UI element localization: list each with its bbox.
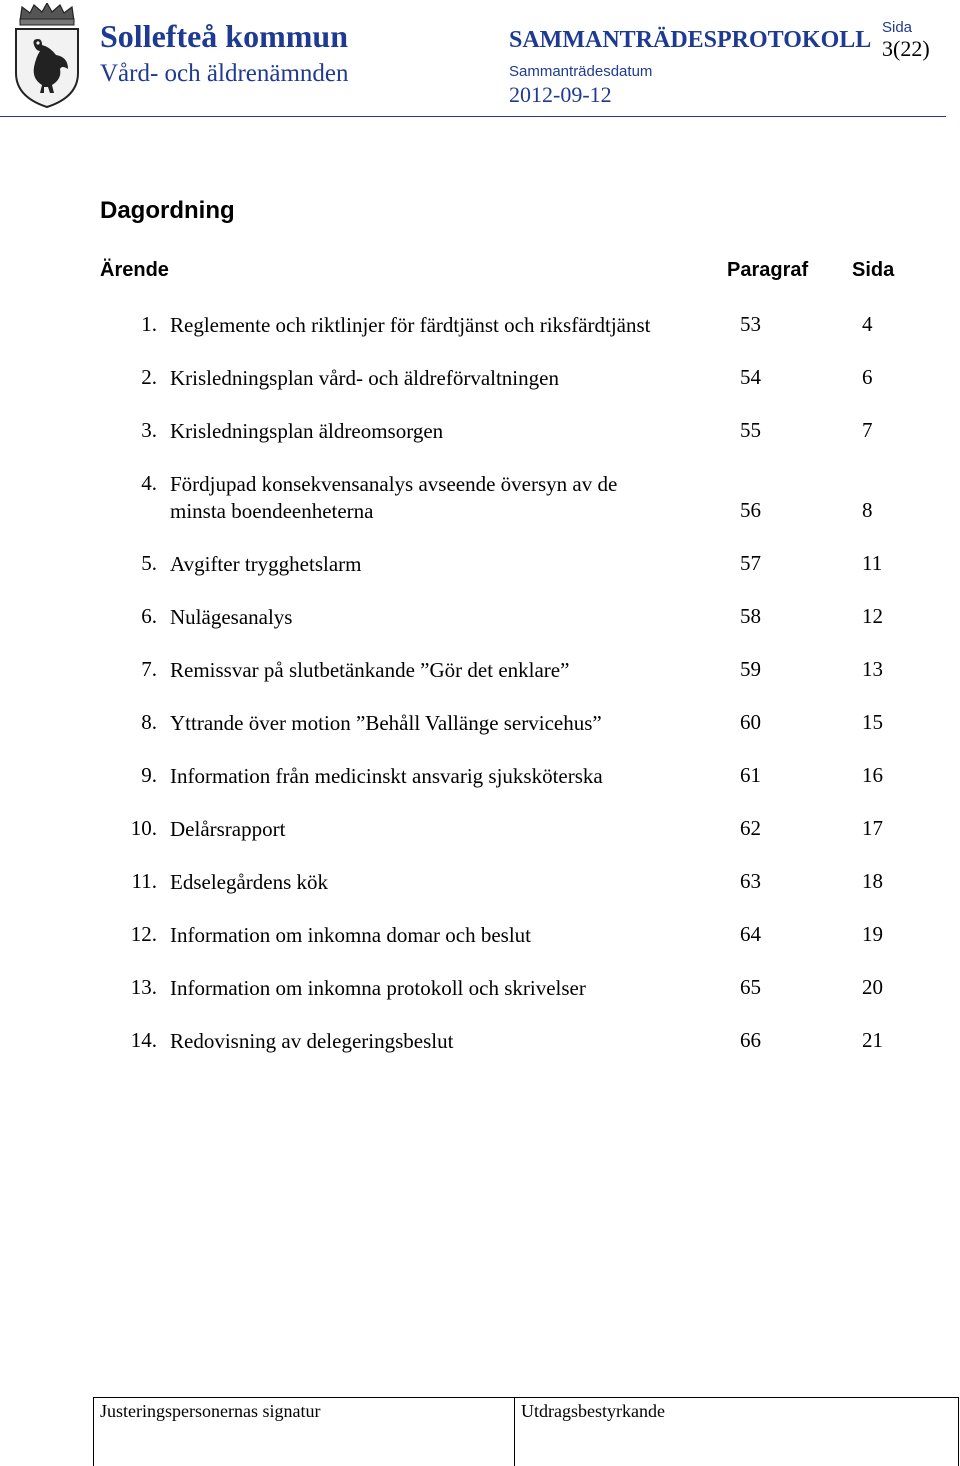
agenda-item-paragraph: 66 [740, 1028, 761, 1052]
agenda-item-page: 21 [862, 1028, 883, 1052]
agenda-item-title: Information om inkomna protokoll och skrivelser [170, 976, 586, 1000]
page-number: 3(22) [882, 36, 930, 61]
agenda-item-page: 18 [862, 869, 883, 893]
agenda-item-paragraph: 61 [740, 763, 761, 787]
agenda-item-number: 10. [130, 816, 157, 840]
agenda-item-paragraph: 60 [740, 710, 761, 734]
agenda-item-number: 2. [141, 365, 157, 389]
agenda-item-page: 8 [862, 498, 873, 522]
column-header-page: Sida [852, 259, 895, 281]
agenda-item-title: Fördjupad konsekvensanalys avseende översyn av de [170, 472, 618, 496]
agenda-item-number: 14. [130, 1028, 157, 1052]
agenda-item-number: 3. [141, 418, 157, 442]
agenda-item-page: 12 [862, 604, 883, 628]
agenda-item-paragraph: 64 [740, 922, 761, 946]
page-label: Sida [882, 19, 913, 36]
agenda-item-number: 12. [130, 922, 157, 946]
agenda-item-page: 16 [862, 763, 883, 787]
signature-label: Justeringspersonernas signatur [100, 1401, 321, 1421]
agenda-item-page: 7 [862, 418, 873, 442]
agenda-item-title: Avgifter trygghetslarm [170, 552, 362, 576]
agenda-item-page: 17 [862, 816, 883, 840]
department-name: Vård- och äldrenämnden [100, 60, 349, 87]
agenda-item-paragraph: 56 [740, 498, 761, 522]
agenda-item-paragraph: 58 [740, 604, 761, 628]
column-header-item: Ärende [100, 259, 169, 281]
agenda-item-number: 6. [141, 604, 157, 628]
agenda-item-paragraph: 53 [740, 312, 761, 336]
agenda-item-paragraph: 54 [740, 365, 761, 389]
agenda-item-number: 8. [141, 710, 157, 734]
agenda-item-paragraph: 62 [740, 816, 761, 840]
page-title: Dagordning [100, 197, 235, 224]
meeting-date-label: Sammanträdesdatum [509, 63, 653, 80]
agenda-item-title: Krisledningsplan äldreomsorgen [170, 419, 444, 443]
agenda-item-title: Remissvar på slutbetänkande ”Gör det enklare” [170, 658, 570, 682]
agenda-item-paragraph: 55 [740, 418, 761, 442]
agenda-item-number: 5. [141, 551, 157, 575]
agenda-item-paragraph: 65 [740, 975, 761, 999]
agenda-item-page: 20 [862, 975, 883, 999]
signature-box-divider [514, 1397, 515, 1466]
meeting-date: 2012-09-12 [509, 82, 612, 107]
agenda-item-title: Edselegårdens kök [170, 870, 329, 894]
organization-name: Sollefteå kommun [100, 18, 348, 54]
coat-of-arms-icon [12, 3, 82, 109]
agenda-item-page: 4 [862, 312, 873, 336]
agenda-item-title: minsta boendeenheterna [170, 499, 374, 523]
agenda-item-number: 1. [141, 312, 157, 336]
header-divider [0, 116, 946, 117]
agenda-item-title: Nulägesanalys [170, 605, 293, 629]
agenda-item-number: 13. [130, 975, 157, 999]
agenda-item-title: Information om inkomna domar och beslut [170, 923, 532, 947]
agenda-item-page: 11 [862, 551, 883, 575]
agenda-item-number: 11. [131, 869, 157, 893]
agenda-item-page: 15 [862, 710, 883, 734]
agenda-item-number: 9. [141, 763, 157, 787]
agenda-item-title: Information från medicinskt ansvarig sjuksköterska [170, 764, 603, 788]
agenda-item-paragraph: 57 [740, 551, 761, 575]
agenda-item-page: 6 [862, 365, 873, 389]
agenda-item-page: 13 [862, 657, 883, 681]
agenda-item-paragraph: 59 [740, 657, 761, 681]
agenda-item-title: Yttrande över motion ”Behåll Vallänge servicehus” [170, 711, 602, 735]
agenda-item-title: Delårsrapport [170, 817, 286, 841]
agenda-item-page: 19 [862, 922, 883, 946]
agenda-item-title: Reglemente och riktlinjer för färdtjänst och riksfärdtjänst [170, 313, 651, 337]
document-type: SAMMANTRÄDESPROTOKOLL [509, 27, 872, 53]
agenda-item-paragraph: 63 [740, 869, 761, 893]
extract-certification-label: Utdragsbestyrkande [521, 1401, 665, 1421]
column-header-paragraph: Paragraf [727, 259, 809, 281]
agenda-item-number: 7. [141, 657, 157, 681]
agenda-item-number: 4. [141, 471, 157, 495]
agenda-item-title: Krisledningsplan vård- och äldreförvaltningen [170, 366, 559, 390]
agenda-item-title: Redovisning av delegeringsbeslut [170, 1029, 454, 1053]
